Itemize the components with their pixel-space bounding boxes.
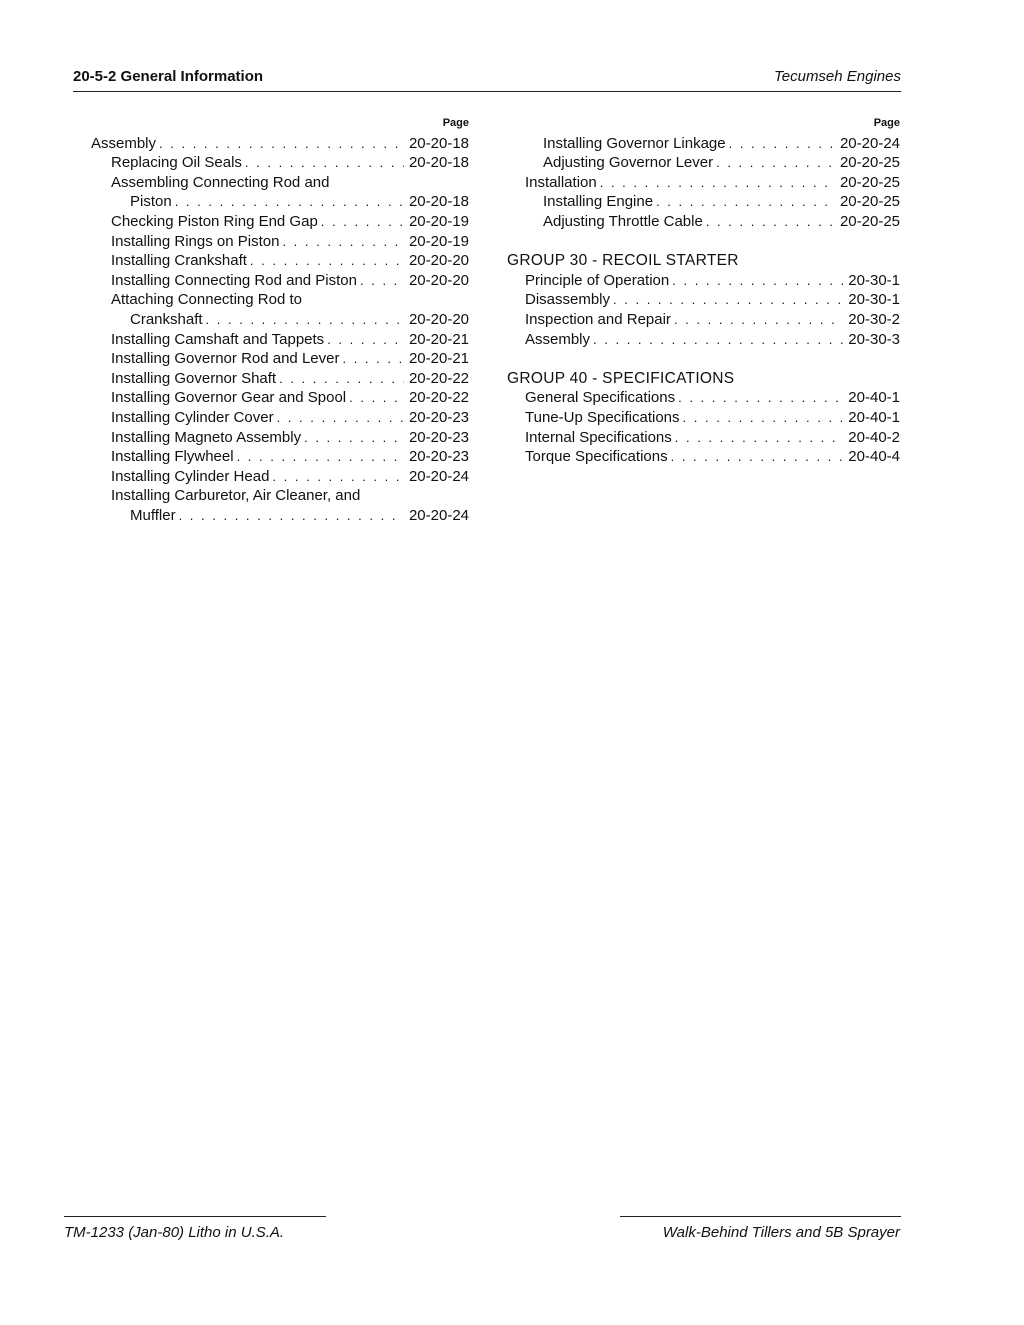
dot-leader [706, 212, 835, 232]
toc-entry [507, 447, 900, 467]
toc-entry-title: Installing Flywheel [111, 448, 234, 466]
toc-entry [507, 388, 900, 408]
dot-leader [716, 153, 835, 173]
toc-entry [507, 428, 900, 448]
dot-leader [250, 251, 404, 271]
toc-entry [91, 192, 469, 212]
dot-leader [349, 388, 404, 408]
toc-entry-page: 20-20-20 [408, 252, 469, 270]
toc-entry [507, 153, 900, 173]
toc-entry-page: 20-40-1 [848, 408, 900, 426]
toc-entry-page: 20-20-25 [839, 154, 900, 172]
toc-entry-page: 20-20-24 [408, 467, 469, 485]
dot-leader [179, 506, 404, 526]
toc-entry-title: Crankshaft [130, 310, 203, 328]
toc-entry-title: Adjusting Governor Lever [543, 154, 714, 172]
dot-leader [304, 428, 404, 448]
toc-entry-title: Installing Cylinder Cover [111, 408, 274, 426]
toc-entry [91, 271, 469, 291]
footer-publication: TM-1233 (Jan-80) Litho in U.S.A. [64, 1224, 285, 1241]
toc-entry [91, 134, 469, 154]
toc-entry-title: Installing Carburetor, Air Cleaner, and [111, 487, 361, 505]
toc-entry [91, 290, 469, 310]
toc-entry-page: 20-20-24 [408, 506, 469, 524]
toc-entry-title: Installing Governor Linkage [543, 134, 726, 152]
section-number-title: 20-5-2 General Information [73, 68, 264, 85]
toc-entry [91, 173, 469, 193]
toc-entry-page: 20-20-21 [408, 350, 469, 368]
toc-entry-title: Installing Governor Shaft [111, 369, 277, 387]
dot-leader [237, 447, 404, 467]
toc-entry [507, 212, 900, 232]
toc-entry-title: General Specifications [525, 389, 676, 407]
toc-entry-page: 20-20-18 [408, 154, 469, 172]
toc-entry [91, 251, 469, 271]
toc-entry-title: Internal Specifications [525, 428, 672, 446]
toc-right-column [507, 114, 900, 467]
footer-divider-left [64, 1216, 326, 1217]
spacer [507, 349, 900, 369]
dot-leader [321, 212, 404, 232]
toc-entry-title: Principle of Operation [525, 271, 670, 289]
toc-entry [91, 428, 469, 448]
toc-entry [91, 388, 469, 408]
toc-entry [507, 271, 900, 291]
toc-entry-title: Piston [130, 193, 172, 211]
toc-entry-title: Installing Camshaft and Tappets [111, 330, 325, 348]
toc-entry-page: 20-20-22 [408, 389, 469, 407]
page-column-heading: Page [873, 117, 900, 129]
dot-leader [360, 271, 404, 291]
toc-entry-page: 20-20-23 [408, 408, 469, 426]
dot-leader [277, 408, 404, 428]
toc-entry-page: 20-20-25 [839, 212, 900, 230]
dot-leader [600, 173, 835, 193]
dot-leader [613, 290, 843, 310]
toc-entry-title: Assembling Connecting Rod and [111, 173, 330, 191]
toc-entry-page: 20-20-18 [408, 134, 469, 152]
footer-divider-right [620, 1216, 901, 1217]
toc-entry [507, 192, 900, 212]
toc-entry-title: Assembly [525, 330, 591, 348]
toc-entry [91, 153, 469, 173]
toc-entry [507, 173, 900, 193]
toc-entry-title: Installing Governor Gear and Spool [111, 389, 347, 407]
dot-leader [675, 428, 844, 448]
toc-entry-title: Installing Engine [543, 193, 654, 211]
toc-entry-page: 20-40-4 [848, 448, 900, 466]
dot-leader [656, 192, 835, 212]
toc-entry [91, 212, 469, 232]
header-divider [73, 91, 901, 92]
toc-entry-page: 20-20-18 [408, 193, 469, 211]
toc-entry-page: 20-30-3 [848, 330, 900, 348]
toc-entry [91, 369, 469, 389]
dot-leader [683, 408, 844, 428]
toc-entry-title: Installing Magneto Assembly [111, 428, 302, 446]
dot-leader [678, 388, 843, 408]
toc-entry [507, 310, 900, 330]
toc-entry-title: Checking Piston Ring End Gap [111, 212, 318, 230]
toc-entry [91, 408, 469, 428]
toc-entry [91, 486, 469, 506]
group-30-heading: GROUP 30 - RECOIL STARTER [507, 252, 739, 270]
toc-entry-page: 20-20-19 [408, 212, 469, 230]
toc-entry-title: Tune-Up Specifications [525, 408, 680, 426]
dot-leader [175, 192, 404, 212]
dot-leader [282, 232, 404, 252]
page-column-heading: Page [442, 117, 469, 129]
dot-leader [245, 153, 404, 173]
toc-entry-title: Installing Governor Rod and Lever [111, 350, 340, 368]
dot-leader [206, 310, 404, 330]
toc-entry-page: 20-20-19 [408, 232, 469, 250]
toc-entry-page: 20-20-20 [408, 271, 469, 289]
toc-entry-title: Torque Specifications [525, 448, 668, 466]
toc-entry-title: Installing Rings on Piston [111, 232, 280, 250]
toc-entry-page: 20-40-1 [848, 389, 900, 407]
toc-entry-title: Adjusting Throttle Cable [543, 212, 703, 230]
toc-entry [507, 330, 900, 350]
toc-entry-page: 20-20-25 [839, 193, 900, 211]
toc-entry-page: 20-20-24 [839, 134, 900, 152]
group-40-heading: GROUP 40 - SPECIFICATIONS [507, 369, 735, 387]
dot-leader [672, 271, 843, 291]
toc-entry-title: Replacing Oil Seals [111, 154, 242, 172]
toc-entry-title: Installing Cylinder Head [111, 467, 270, 485]
toc-entry-title: Installing Connecting Rod and Piston [111, 271, 357, 289]
toc-entry-title: Assembly [91, 134, 157, 152]
toc-entry [91, 310, 469, 330]
toc-entry-page: 20-20-23 [408, 448, 469, 466]
dot-leader [342, 349, 403, 369]
toc-entry-title: Installation [525, 173, 597, 191]
toc-entry-page: 20-30-2 [848, 310, 900, 328]
toc-entry-page: 20-20-23 [408, 428, 469, 446]
toc-entry-page: 20-30-1 [848, 271, 900, 289]
toc-entry-title: Disassembly [525, 291, 611, 309]
toc-entry-page: 20-30-1 [848, 291, 900, 309]
toc-entry-title: Attaching Connecting Rod to [111, 291, 302, 309]
toc-entry-page: 20-20-25 [839, 173, 900, 191]
toc-left-column [91, 114, 469, 525]
toc-entry-page: 20-20-22 [408, 369, 469, 387]
spacer [507, 232, 900, 252]
toc-entry [91, 506, 469, 526]
toc-entry [91, 232, 469, 252]
toc-entry [91, 447, 469, 467]
dot-leader [159, 134, 404, 154]
toc-entry-page: 20-40-2 [848, 428, 900, 446]
toc-entry-title: Inspection and Repair [525, 310, 671, 328]
brand-title: Tecumseh Engines [773, 68, 901, 85]
toc-entry [507, 290, 900, 310]
page-header [73, 68, 901, 92]
dot-leader [327, 330, 404, 350]
toc-entry [91, 467, 469, 487]
toc-entry [507, 134, 900, 154]
dot-leader [593, 330, 843, 350]
toc-entry-page: 20-20-20 [408, 310, 469, 328]
dot-leader [272, 467, 404, 487]
toc-entry [507, 408, 900, 428]
toc-entry-title: Muffler [130, 506, 176, 524]
footer-manual-title: Walk-Behind Tillers and 5B Sprayer [662, 1224, 900, 1241]
dot-leader [671, 447, 844, 467]
dot-leader [279, 369, 404, 389]
toc-entry-page: 20-20-21 [408, 330, 469, 348]
dot-leader [729, 134, 835, 154]
toc-entry [91, 349, 469, 369]
toc-entry-title: Installing Crankshaft [111, 252, 247, 270]
toc-entry [91, 330, 469, 350]
dot-leader [674, 310, 843, 330]
